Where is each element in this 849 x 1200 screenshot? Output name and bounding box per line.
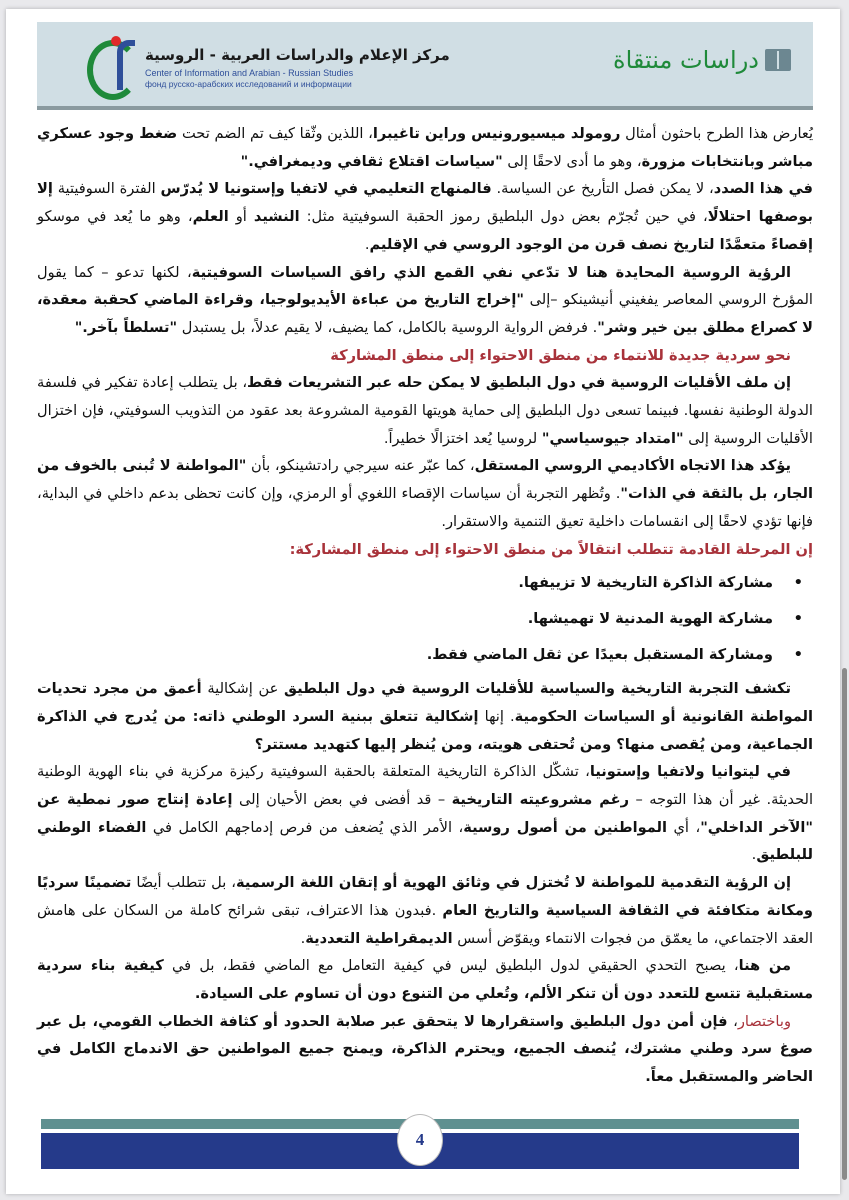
text-run: ، لا يمكن فصل التأريخ عن السياسة. bbox=[491, 180, 714, 198]
text-run: "امتداد جيوسياسي" bbox=[541, 429, 684, 447]
paragraph bbox=[37, 175, 813, 258]
document-page bbox=[6, 9, 840, 1194]
text-run: الديمقراطية التعددية bbox=[305, 929, 453, 947]
paragraph bbox=[37, 675, 813, 758]
article-body bbox=[37, 120, 813, 1091]
text-run: نحو سردية جديدة للانتماء من منطق الاحتواء إلى منطق المشاركة bbox=[330, 346, 791, 364]
text-run: "المواطنة لا تُبنى بالخوف من الجار، بل بالثقة في الذات" bbox=[37, 457, 813, 503]
text-run: ، يصبح التحدي الحقيقي لدول البلطيق ليس في كيفية التعامل مع الماضي فقط، بل في bbox=[163, 957, 739, 975]
text-run: الفضاء الوطني للبلطيق bbox=[37, 818, 813, 864]
text-run: فإن أمن دول البلطيق واستقرارها لا يتحقق عبر صلابة الحدود أو كثافة الخطاب القومي، بل عبر صوغ سرد وطني مشترك، يُنصف الجميع، ويحترم الذاكرة، ويمنح جميع المواطنين حق الاندماج الكامل في الحاضر والمستقبل معاً. bbox=[37, 1012, 813, 1086]
text-run: ، أي bbox=[667, 818, 701, 836]
text-run: إن ملف الأقليات الروسية في دول البلطيق لا يمكن حله عبر التشريعات فقط bbox=[247, 374, 791, 392]
text-run: إقصاءً متعمَّدًا لتاريخ نصف قرن من الوجود الروسي في الإقليم bbox=[369, 235, 813, 253]
paragraph bbox=[37, 869, 813, 952]
text-run: تضمينًا سرديًا ومكانة متكافئة في الثقافة السياسية والتاريخ العام bbox=[37, 874, 814, 919]
scrollbar[interactable] bbox=[842, 668, 847, 1180]
paragraph bbox=[37, 452, 813, 535]
text-run: ضغط وجود عسكري مباشر وبانتخابات مزورة bbox=[37, 125, 813, 170]
text-run: ، كما عبّر عنه سيرجي رادتشينكو، بأن bbox=[246, 457, 475, 475]
text-run: "سياسات اقتلاع ثقافي وديمغرافي." bbox=[240, 152, 503, 170]
paragraph bbox=[37, 758, 813, 869]
paragraph-group-2 bbox=[37, 675, 813, 1091]
text-run: . وتُظهر التجربة أن سياسات الإقصاء اللغوي أو الرمزي، وإن كانت تحظى بدعم داخلي في البداية، فإنها تؤدي لاحقًا إلى انقسامات داخلية تعيق التنمية والاستقرار. bbox=[37, 485, 813, 530]
org-name-english: Center of Information and Arabian - Russian Studies bbox=[145, 68, 354, 78]
text-run: أو bbox=[228, 208, 254, 226]
section-title: دراسات منتقاة bbox=[613, 46, 759, 74]
text-run: كيفية بناء سردية مستقبلية تتسع للتعدد دون أن تنكر الألم، وتُعلي من التنوع دون أن تساوم على السيادة. bbox=[37, 957, 813, 1002]
text-run: "إخراج التاريخ من عباءة الأيديولوجيا، وقراءة الماضي كحقبة معقدة، لا كصراع مطلق بين خير وشر" bbox=[37, 291, 813, 336]
text-run: ، اللذين وثّقا كيف تم الضم تحت bbox=[177, 125, 373, 142]
bullet-list bbox=[37, 565, 813, 673]
text-run: من هنا bbox=[738, 957, 792, 975]
text-run: .فبدون هذا الاعتراف، تبقى شرائح كاملة من السكان على هامش العقد الاجتماعي، ما يعمّق من فجوات الانتماء ويقوّض أسس bbox=[37, 901, 813, 947]
org-name-arabic: مركز الإعلام والدراسات العربية - الروسية bbox=[145, 46, 450, 64]
text-run: إن الرؤية التقدمية للمواطنة لا تُختزل في وثائق الهوية أو إتقان اللغة الرسمية bbox=[236, 874, 792, 892]
text-run: رومولد ميسيورونيس وراين تاغيبرا bbox=[372, 125, 621, 142]
text-run: يُعارض هذا الطرح باحثون أمثال bbox=[620, 125, 814, 142]
page-number: 4 bbox=[397, 1114, 443, 1166]
text-run: العلم bbox=[192, 208, 229, 226]
paragraph bbox=[37, 536, 813, 564]
text-run: ، وهو ما أدى لاحقًا إلى bbox=[502, 152, 642, 170]
text-run: يؤكد هذا الاتجاه الأكاديمي الروسي المستقل bbox=[474, 457, 791, 475]
page-header bbox=[37, 22, 813, 110]
text-run: ، في حين تُجرّم بعض دول البلطيق رموز الحقبة السوفيتية مثل: bbox=[299, 208, 708, 226]
text-run: ، تشكّل الذاكرة التاريخية المتعلقة بالحقبة السوفيتية ركيزة مركزية في بناء الهوية الوطنية الحديثة. غير أن هذا التوجه – bbox=[37, 763, 814, 809]
org-name-russian: фонд русско-арабских исследований и информации bbox=[145, 79, 352, 89]
bullet-item: • مشاركة الذاكرة التاريخية لا تزييفها. bbox=[37, 565, 773, 601]
text-run: . bbox=[300, 929, 306, 947]
text-run: . إنها bbox=[478, 707, 515, 725]
text-run: أعمق من مجرد تحديات المواطنة القانونية أو السياسات الحكومية bbox=[37, 680, 813, 725]
text-run: "تسلطاً بآخر." bbox=[74, 318, 178, 336]
text-run: ، وهو ما يُعد في موسكو bbox=[37, 208, 193, 226]
paragraph bbox=[37, 259, 813, 342]
paragraph bbox=[37, 369, 813, 452]
logo-arc-icon bbox=[117, 40, 135, 90]
text-run: – قد أفضى في بعض الأحيان إلى bbox=[232, 791, 452, 809]
text-run: إلا بوصفها احتلالًا bbox=[37, 180, 813, 226]
text-run: . فرفض الرواية الروسية بالكامل، كما يضيف، لا يقيم عدلاً، بل يستبدل bbox=[177, 318, 598, 336]
section-heading bbox=[37, 342, 813, 370]
text-run: الفترة السوفيتية bbox=[52, 180, 161, 198]
text-run: في هذا الصدد bbox=[713, 180, 813, 198]
paragraph bbox=[37, 120, 813, 175]
text-run: . bbox=[364, 235, 370, 253]
book-icon bbox=[765, 49, 791, 71]
paragraph bbox=[37, 952, 813, 1007]
bullet-item: • مشاركة الهوية المدنية لا تهميشها. bbox=[37, 601, 773, 637]
text-run: إعادة إنتاج صور نمطية عن "الآخر الداخلي" bbox=[37, 791, 813, 836]
text-run: ، لكنها تدعو – كما يقول المؤرخ الروسي المعاصر يفغيني أنيشينكو –إلى bbox=[37, 263, 813, 309]
text-run: ، الأمر الذي يُضعف من فرص إدماجهم الكامل في bbox=[146, 818, 464, 836]
text-run: ، بل يتطلب إعادة تفكير في فلسفة الدولة الوطنية نفسها. فبينما تسعى دول البلطيق إلى حماية هويتها القومية المشروعة بعد عقود من التذويب السوفيتي، فإن اختزال الأقليات الروسية إلى bbox=[37, 374, 813, 447]
org-logo bbox=[59, 36, 450, 96]
text-run: الرؤية الروسية المحايدة هنا لا تدّعي نفي القمع الذي رافق السياسات السوفيتية bbox=[191, 263, 791, 281]
text-run: ، bbox=[727, 1012, 738, 1030]
text-run: في ليتوانيا ولاتفيا وإستونيا bbox=[589, 763, 791, 781]
text-run: ، بل تتطلب أيضًا bbox=[131, 874, 236, 892]
text-run: المواطنين من أصول روسية bbox=[463, 818, 667, 836]
text-run: لروسيا يُعد اختزالًا خطيراً. bbox=[383, 429, 542, 447]
paragraph bbox=[37, 1008, 813, 1091]
text-run: وباختصار bbox=[737, 1012, 791, 1030]
text-run: إن المرحلة القادمة تتطلب انتقالاً من منطق الاحتواء إلى منطق المشاركة: bbox=[289, 540, 813, 558]
text-run: تكشف التجربة التاريخية والسياسية للأقليات الروسية في دول البلطيق bbox=[284, 680, 791, 698]
text-run: النشيد bbox=[253, 208, 300, 226]
bullet-item: • ومشاركة المستقبل بعيدًا عن ثقل الماضي فقط. bbox=[37, 637, 773, 673]
section-brand bbox=[613, 46, 791, 74]
logo-dot-icon bbox=[111, 36, 121, 46]
text-run: رغم مشروعيته التاريخية bbox=[451, 791, 630, 809]
text-run: إشكالية تتعلق ببنية السرد الوطني ذاته: من يُدرج في الذاكرة الجماعية، ومن يُقصى منها؟ ومن تُحتفى هويته، ومن يُنظر إليها كتهديد مستتر؟ bbox=[37, 707, 813, 753]
text-run: عن إشكالية bbox=[201, 680, 285, 698]
text-run: فالمنهاج التعليمي في لاتفيا وإستونيا لا يُدرّس bbox=[160, 180, 492, 198]
text-run: . bbox=[751, 846, 757, 864]
paragraph-group-1 bbox=[37, 120, 813, 563]
